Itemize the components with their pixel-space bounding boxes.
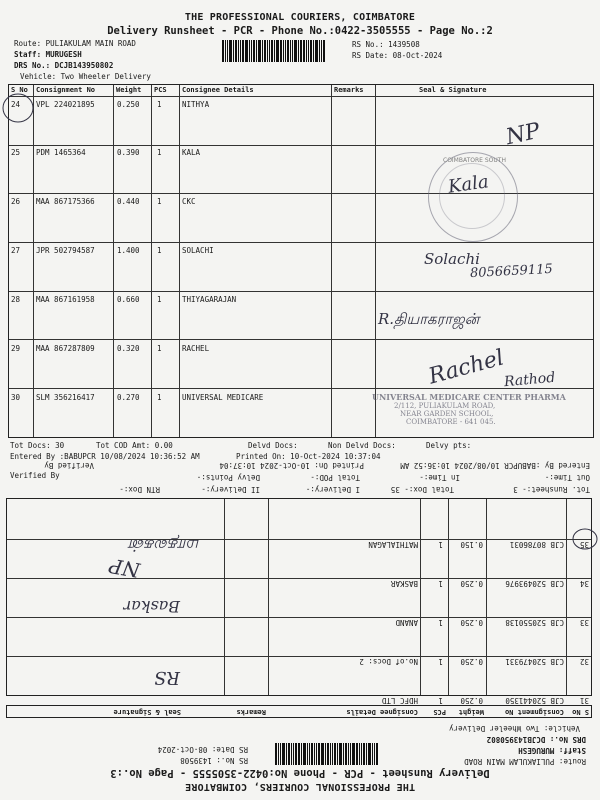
pharmacy-stamp-line1: UNIVERSAL MEDICARE CENTER PHARMA [372,392,566,402]
row-sno: 26 [11,197,21,206]
page3-total-pod: Total POD:- [310,473,360,482]
page3-col-weight: Weight [458,708,484,716]
page3-entered-by: Entered By :BABUPCR 10/08/2024 10:36:52 AM [400,461,590,470]
entered-by: Entered By :BABUPCR 10/08/2024 10:36:52 AM [10,452,200,461]
page3-in-time: In Time:- [419,473,460,482]
page3-circle-mark [570,526,600,552]
page3-signature-np: NP [107,553,142,583]
tot-cod: Tot COD Amt: 0.00 [96,441,173,450]
row-pcs: 1 [157,246,162,255]
verified-by: Verified By [10,471,60,480]
page3-signature-baskar: Baskar [123,597,180,616]
page3-signature-top: மாதலகன் [129,536,200,555]
page3-rtn-dox: RTN Dox:- [119,485,160,494]
row-pcs: 1 [438,540,443,549]
row-consignee: RACHEL [182,344,210,353]
row-weight: 0.250 [117,100,140,109]
row-weight: 0.270 [117,393,140,402]
page3-col-remarks: Remarks [236,708,266,716]
row-consignment: CJB 520550138 [505,618,564,627]
row-consignee: MATHIALAGAN [368,540,418,549]
tot-docs: Tot Docs: 30 [10,441,65,450]
page3-printed-on: Printed On: 10-Oct-2024 10:37:04 [219,461,364,470]
row-weight: 0.660 [117,295,140,304]
page3-company: THE PROFESSIONAL COURIERS, COIMBATORE [184,781,416,792]
row-weight: 0.250 [460,696,483,705]
row-consignment: CJB 520479331 [505,657,564,666]
row-weight: 0.250 [460,657,483,666]
circle-mark [0,88,40,128]
row-weight: 0.150 [460,540,483,549]
page3-col-sno: S No [572,708,589,716]
page3-table-header [6,705,592,718]
page3-tot-runsheet: Tot. Runsheet:- 3 [513,485,590,494]
row-consignment: CJB 520493976 [505,579,564,588]
row-consignment: CJB 80786031 [509,540,564,549]
row-sno: 28 [11,295,21,304]
row-consignee: HDFC LTD [381,696,418,705]
row-consignment: JPR 502794587 [36,246,95,255]
row-consignee: SOLACHI [182,246,214,255]
barcode [222,40,342,62]
company-title: THE PROFESSIONAL COURIERS, COIMBATORE [184,12,416,23]
row-weight: 0.320 [117,344,140,353]
row-consignee: UNIVERSAL MEDICARE [182,393,264,402]
row-weight: 0.440 [117,197,140,206]
delvd-docs: Delvd Docs: [248,441,298,450]
row-sno: 30 [11,393,21,402]
col-sno: S No [11,86,28,94]
page3-staff: Staff: MURUGESH [518,746,586,755]
row-consignment: VPL 224021895 [36,100,95,109]
signature-kala: Kala [446,171,490,198]
col-consignee: Consignee Details [182,86,254,94]
row-consignee: CKC [182,197,196,206]
page3-col-consignment: Consignment No [504,708,564,716]
page3-verified-by: Verified By [44,461,94,470]
round-stamp [428,152,518,242]
page3-col-consignee: Consignee Details [346,708,418,716]
row-sno: 34 [579,579,589,588]
row-consignee: ANAND [395,618,418,627]
row-pcs: 1 [157,344,162,353]
row-pcs: 1 [157,100,162,109]
row-consignee: BASKAR [390,579,418,588]
non-delvd-docs: Non Delvd Docs: [328,441,396,450]
col-consignment: Consignment No [36,86,96,94]
row-pcs: 1 [438,579,443,588]
pharmacy-stamp-line2: 2/112, PULIAKULAM ROAD, [394,402,496,410]
row-consignment: SLM 356216417 [36,393,95,402]
col-seal-signature: Seal & Signature [419,86,487,94]
row-sno: 35 [579,540,589,549]
delvy-pts: Delvy pts: [426,441,472,450]
row-sno: 33 [579,618,589,627]
printed-on: Printed On: 10-Oct-2024 10:37:04 [236,452,381,461]
rs-no: RS No.: 1439508 [352,40,420,49]
row-sno: 31 [579,696,589,705]
page3-col-pcs: PCS [433,708,446,716]
row-sno: 24 [11,100,21,109]
page3-vehicle: Vehicle: Two Wheeler Delivery [449,724,580,733]
page3-route: Route: PULIAKULAM MAIN ROAD [464,757,586,766]
page3-out-time: Out Time:- [544,473,590,482]
page3-ii-delivery: II Delivery:- [201,485,260,494]
round-stamp-text: COIMBATORE SOUTH [443,157,506,164]
row-pcs: 1 [157,197,162,206]
page3-col-seal-signature: Seal & Signature [113,708,181,716]
col-weight: Weight [116,86,142,94]
row-consignee: NITHYA [182,100,210,109]
row-sno: 25 [11,148,21,157]
row-weight: 1.400 [117,246,140,255]
row-pcs: 1 [157,295,162,304]
row-consignment: MAA 867287809 [36,344,95,353]
row-sno: 29 [11,344,21,353]
pharmacy-stamp [372,392,566,426]
runsheet-title: Delivery Runsheet - PCR - Phone No.:0422-3505555 - Page No.:2 [107,25,493,37]
page3-rs-date: RS Date: 08-Oct-2024 [157,745,248,754]
signature-solachi: Solachi [424,250,480,268]
row-weight: 0.390 [117,148,140,157]
row-sno: 32 [579,657,589,666]
page3-i-delivery: I Delivery:- [305,485,360,494]
signature-np: NP [503,118,543,151]
row-pcs: 1 [157,148,162,157]
handwritten-phone: 8056659115 [469,261,554,282]
signature-rachel-2: Rathod [503,369,556,391]
col-pcs: PCS [154,86,167,94]
row-consignment: CJB 520441350 [505,696,564,705]
row-pcs: 1 [438,657,443,666]
row-pcs: 1 [438,618,443,627]
route-label: Route: PULIAKULAM MAIN ROAD [14,39,136,48]
signature-rachel: Rachel [426,345,507,390]
pharmacy-stamp-line4: COIMBATORE - 641 045. [406,418,496,426]
page-3-rotated [0,452,600,800]
row-consignment: MAA 867175366 [36,197,95,206]
row-consignment: PDM 1465364 [36,148,86,157]
signature-thiyagarajan: R.தியாகராஜன் [378,310,480,328]
row-weight: 0.250 [460,618,483,627]
page3-barcode [258,743,378,765]
row-weight: 0.250 [460,579,483,588]
staff-label: Staff: MURUGESH [14,50,82,59]
col-remarks: Remarks [334,86,364,94]
row-consignment: MAA 867161958 [36,295,95,304]
row-consignee: KALA [182,148,201,157]
page3-drs: DRS No.: DCJB143950802 [486,735,586,744]
page3-rs-no: RS No.: 1439508 [180,756,248,765]
page3-total-dox: Total Dox:- 35 [390,485,454,494]
row-sno: 27 [11,246,21,255]
rs-date: RS Date: 08-Oct-2024 [352,51,443,60]
page3-signature-rs: RS [154,667,180,688]
row-pcs: 1 [438,696,443,705]
page3-delvy-points: Delvy Points:- [196,473,260,482]
row-pcs: 1 [157,393,162,402]
row-consignee: No.of Docs: 2 [359,657,418,666]
vehicle-label: Vehicle: Two Wheeler Delivery [20,72,151,81]
row-consignee: THIYAGARAJAN [182,295,237,304]
page3-table [6,498,592,696]
page3-title: Delivery Runsheet - PCR - Phone No:0422-3505555 - Page No.:3 [110,767,490,779]
pharmacy-stamp-line3: NEAR GARDEN SCHOOL, [400,410,494,418]
drs-label: DRS No.: DCJB143950802 [14,61,114,70]
